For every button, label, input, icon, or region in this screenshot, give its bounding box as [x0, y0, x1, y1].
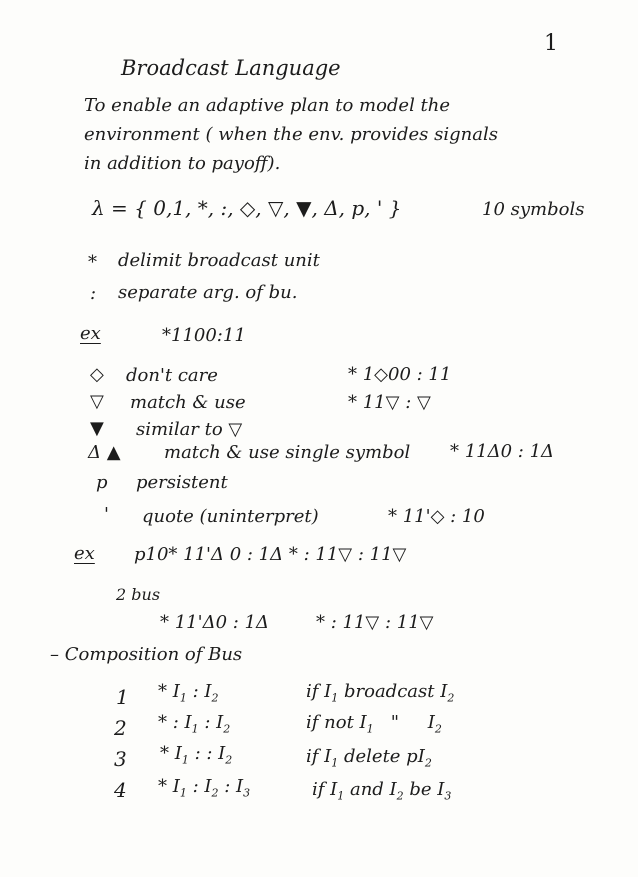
intro-line-3: in addition to payoff).: [84, 153, 281, 174]
symbol-up-triangles-text: match & use single symbol: [164, 442, 411, 463]
symbol-down-triangle-text: match & use: [130, 392, 246, 413]
composition-expression: * $I_1$ : $I_2$ : $I_3$: [158, 776, 251, 800]
composition-description: if not $I_1$ " $I_2$: [306, 712, 442, 736]
composition-number: 2: [114, 716, 127, 740]
symbol-diamond-example: * 1◇00 : 11: [348, 364, 452, 385]
alphabet-definition: λ = { 0,1, *, :, ◇, ▽, ▼, Δ, p, ' }: [92, 196, 402, 220]
composition-expression: * $I_1$ : : $I_2$: [160, 743, 233, 767]
alphabet-note: 10 symbols: [482, 199, 585, 220]
delimiter-text-1: delimit broadcast unit: [118, 250, 320, 271]
intro-line-1: To enable an adaptive plan to model the: [84, 95, 451, 116]
composition-heading: – Composition of Bus: [50, 644, 243, 665]
page-title: Broadcast Language: [121, 56, 341, 80]
example-part-2: * : 11▽ : 11▽: [316, 612, 434, 633]
delimiter-symbol-2: :: [90, 283, 97, 304]
symbol-down-triangle: ▽: [90, 391, 104, 412]
symbol-quote-text: quote (uninterpret): [142, 506, 319, 527]
composition-expression: * $I_1$ : $I_2$: [158, 681, 219, 705]
example-part-1: * 11'Δ0 : 1Δ: [160, 612, 269, 633]
example-value-1: *1100:11: [162, 325, 246, 346]
composition-description: if $I_1$ broadcast $I_2$: [306, 681, 455, 705]
symbol-diamond-text: don't care: [126, 365, 218, 386]
composition-number: 3: [114, 747, 127, 771]
intro-line-2: environment ( when the env. provides signals: [84, 124, 498, 145]
symbol-down-triangle-example: * 11▽ : ▽: [348, 392, 431, 413]
symbol-filled-down-triangle: ▼: [90, 418, 104, 439]
symbol-quote-example: * 11'◇ : 10: [388, 506, 485, 527]
delimiter-text-2: separate arg. of bu.: [118, 282, 298, 303]
symbol-diamond: ◇: [90, 364, 104, 385]
composition-description: if $I_1$ delete $pI_2$: [306, 746, 432, 770]
symbol-quote: ': [104, 504, 109, 525]
symbol-p: p: [96, 472, 108, 493]
composition-number: 4: [114, 778, 127, 802]
symbol-up-triangles-example: * 11Δ0 : 1Δ: [450, 441, 555, 462]
example-label-2: ex: [74, 543, 95, 564]
page-number: 1: [544, 31, 558, 56]
example-label-1: ex: [80, 323, 101, 344]
example-value-2: p10* 11'Δ 0 : 1Δ * : 11▽ : 11▽: [134, 544, 407, 565]
symbol-p-text: persistent: [136, 472, 228, 493]
composition-number: 1: [116, 685, 129, 709]
composition-expression: * : $I_1$ : $I_2$: [158, 712, 231, 736]
symbol-filled-down-triangle-text: similar to ▽: [136, 419, 243, 440]
symbol-up-triangles: Δ ▲: [88, 442, 121, 463]
example-note-2: 2 bus: [116, 585, 161, 604]
delimiter-symbol-1: *: [88, 252, 97, 273]
composition-description: if $I_1$ and $I_2$ be $I_3$: [312, 779, 452, 803]
